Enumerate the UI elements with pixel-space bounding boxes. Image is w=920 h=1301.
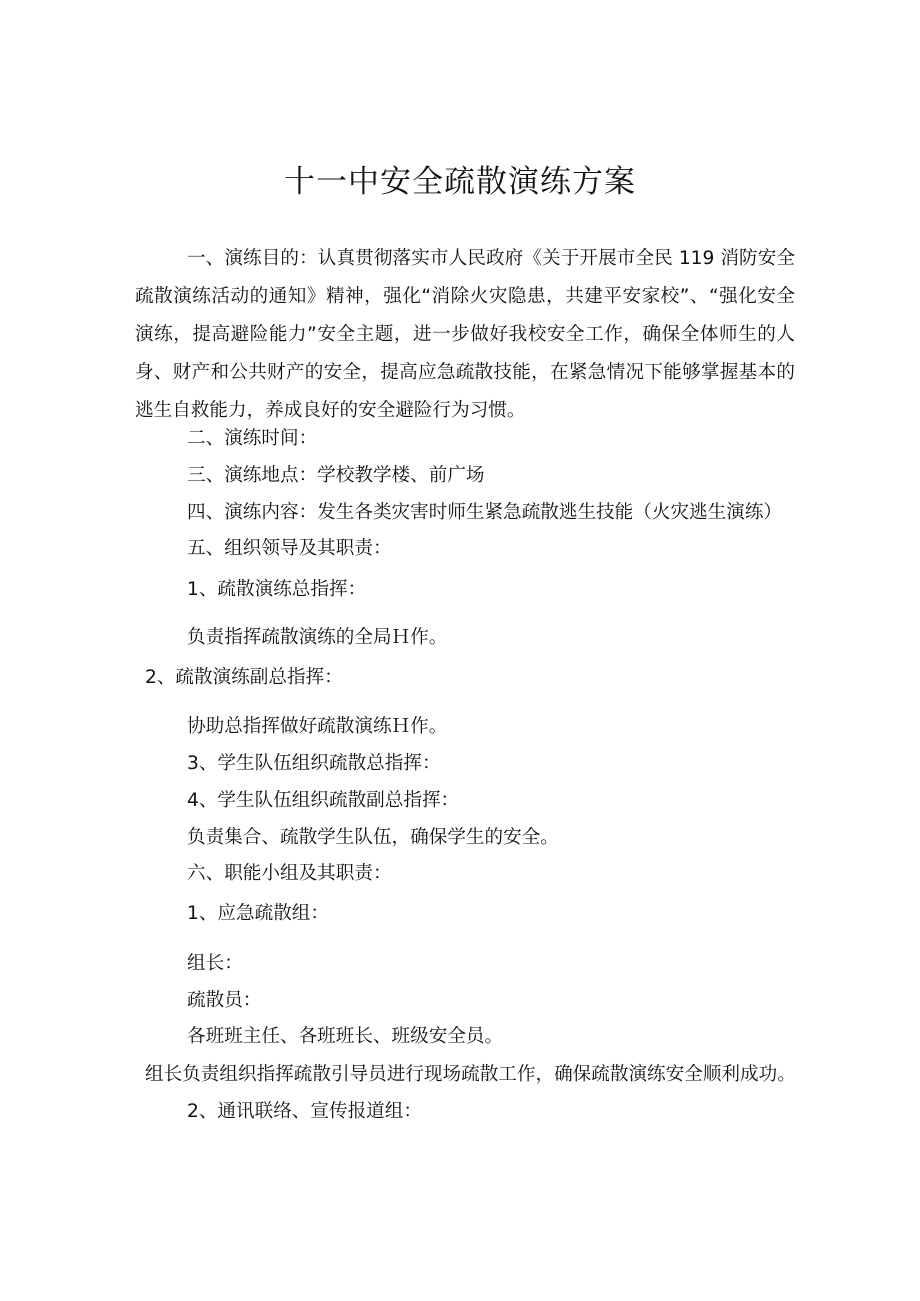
section-location: 三、演练地点：学校教学楼、前广场: [187, 465, 485, 486]
section-functional-groups: 六、职能小组及其职责：: [187, 863, 392, 884]
section-time: 二、演练时间：: [187, 428, 318, 449]
item-student-commander: 3、学生队伍组织疏散总指挥：: [187, 753, 441, 774]
item-communication-group: 2、通讯联络、宣传报道组：: [187, 1101, 422, 1122]
evacuators-label: 疏散员：: [187, 990, 262, 1011]
section-content: 四、演练内容：发生各类灾害时师生紧急疏散逃生技能（火灾逃生演练）: [187, 502, 783, 523]
chief-commander-duty: 负责指挥疏散演练的全局Ｈ作。: [187, 627, 448, 648]
item-evacuation-group: 1、应急疏散组：: [187, 903, 329, 924]
item-deputy-commander: 2、疏散演练副总指挥：: [145, 667, 343, 688]
evacuation-group-duty: 组长负责组织指挥疏散引导员进行现场疏散工作，确保疏散演练安全顺利成功。: [145, 1064, 796, 1085]
page-title: 十一中安全疏散演练方案: [284, 164, 636, 200]
section-leadership: 五、组织领导及其职责：: [187, 538, 392, 559]
student-commander-duty: 负责集合、疏散学生队伍，确保学生的安全。: [187, 827, 559, 848]
section-purpose-paragraph: 一、演练目的：认真贯彻落实市人民政府《关于开展市全民 119 消防安全疏散演练活动的通知》精神，强化“消除火灾隐患，共建平安家校”、“强化安全演练，提高避险能力”安全主题，进一步做好我校安全工作，确保全体师生的人身、财产和公共财产的安全，提高应急疏散技能，在紧急情况下能够掌握基本的逃生自救能力，养成良好的安全避险行为习惯。: [135, 248, 795, 421]
group-leader-label: 组长：: [187, 953, 243, 974]
evacuators-list: 各班班主任、各班班长、班级安全员。: [187, 1026, 504, 1047]
item-student-deputy-commander: 4、学生队伍组织疏散副总指挥：: [187, 790, 460, 811]
item-chief-commander: 1、疏散演练总指挥：: [187, 579, 367, 600]
deputy-commander-duty: 协助总指挥做好疏散演练Ｈ作。: [187, 716, 448, 737]
